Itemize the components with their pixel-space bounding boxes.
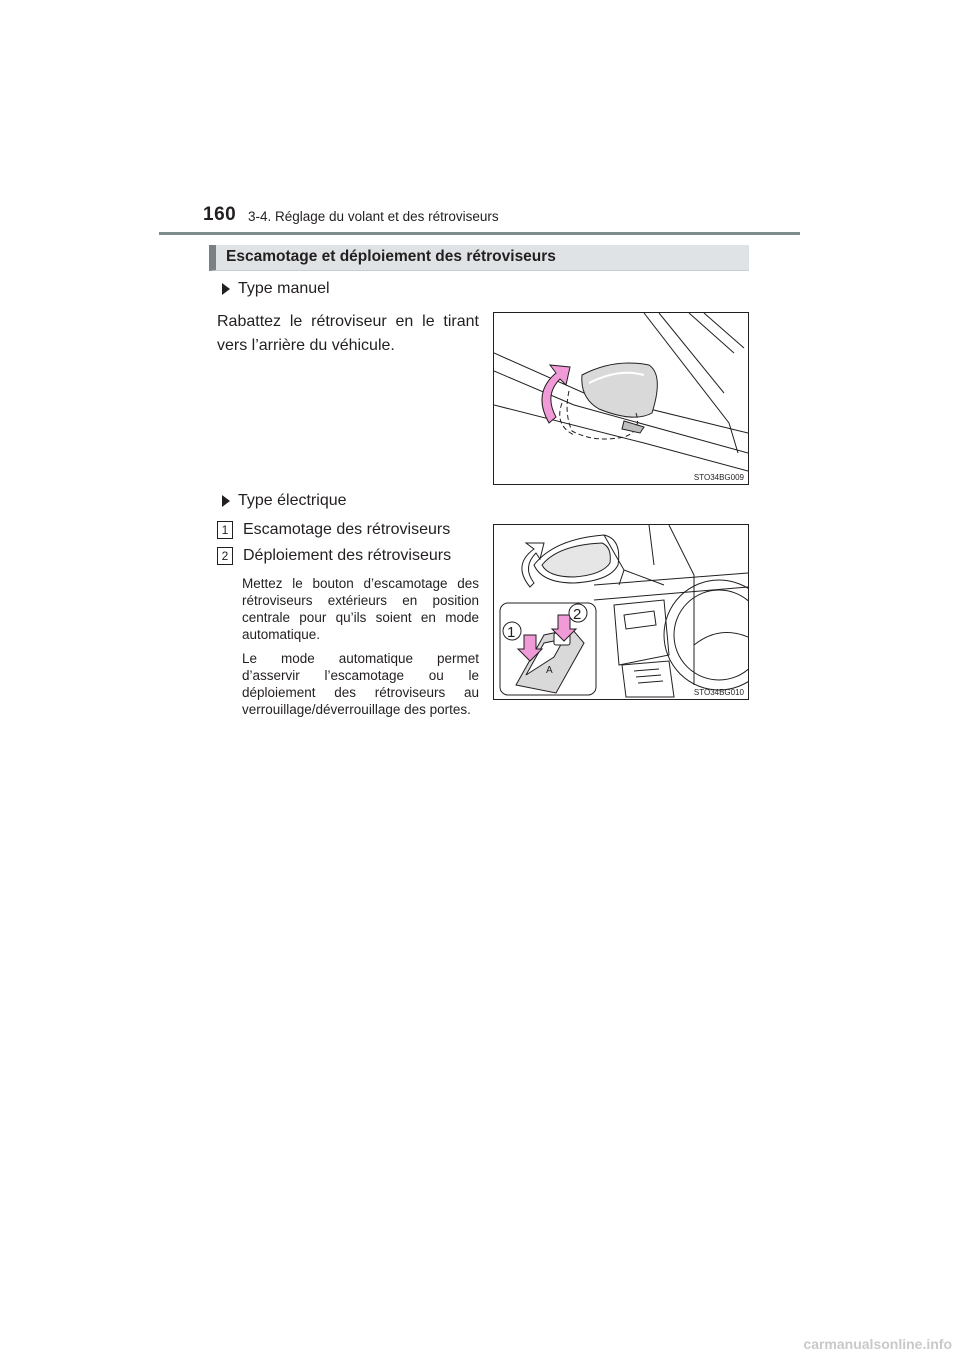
figure-electric-mirror (493, 524, 749, 700)
figure-code-electric: STO34BG010 (693, 688, 744, 697)
note-auto-mode: Mettez le bouton d’escamotage des rétroviseurs extérieurs en position centrale pour qu’ils soient en mode automatique. (242, 576, 479, 642)
step-1-label: Escamotage des rétroviseurs (243, 521, 451, 538)
section-heading-bar (209, 245, 749, 271)
section-heading: Escamotage et déploiement des rétroviseurs (226, 248, 556, 265)
step-number-2: 2 (217, 547, 233, 565)
figure-manual-mirror (493, 312, 749, 485)
step-number-1: 1 (217, 521, 233, 539)
note-auto-description: Le mode automatique permet d’asservir l’escamotage ou le déploiement des rétroviseurs au verrouillage/déverrouillage des portes. (242, 651, 479, 717)
triangle-bullet-icon (222, 495, 230, 507)
section-title: 3-4. Réglage du volant et des rétroviseurs (248, 209, 499, 224)
footer-watermark: carmanualsonline.info (803, 1336, 952, 1352)
fold-arrow-icon (542, 365, 570, 423)
step-2-label: Déploiement des rétroviseurs (243, 547, 452, 564)
manual-instructions: Rabattez le rétroviseur en le tirant vers l’arrière du véhicule. (217, 313, 479, 354)
callout-2: 2 (573, 606, 582, 623)
triangle-bullet-icon (222, 283, 230, 295)
page-number: 160 (203, 204, 237, 225)
bullet-electric-label: Type électrique (238, 492, 347, 509)
bullet-manual-label: Type manuel (238, 280, 330, 297)
electric-mirror-illustration (494, 525, 748, 699)
step-1 (217, 521, 450, 539)
step-2 (217, 547, 451, 565)
switch-letter-label: A (546, 665, 553, 676)
bullet-electric (220, 492, 347, 510)
bullet-manual (220, 280, 330, 298)
figure-code-manual: STO34BG009 (693, 473, 744, 482)
callout-1: 1 (507, 624, 516, 641)
manual-mirror-illustration (494, 313, 748, 484)
header-rule (159, 232, 800, 235)
